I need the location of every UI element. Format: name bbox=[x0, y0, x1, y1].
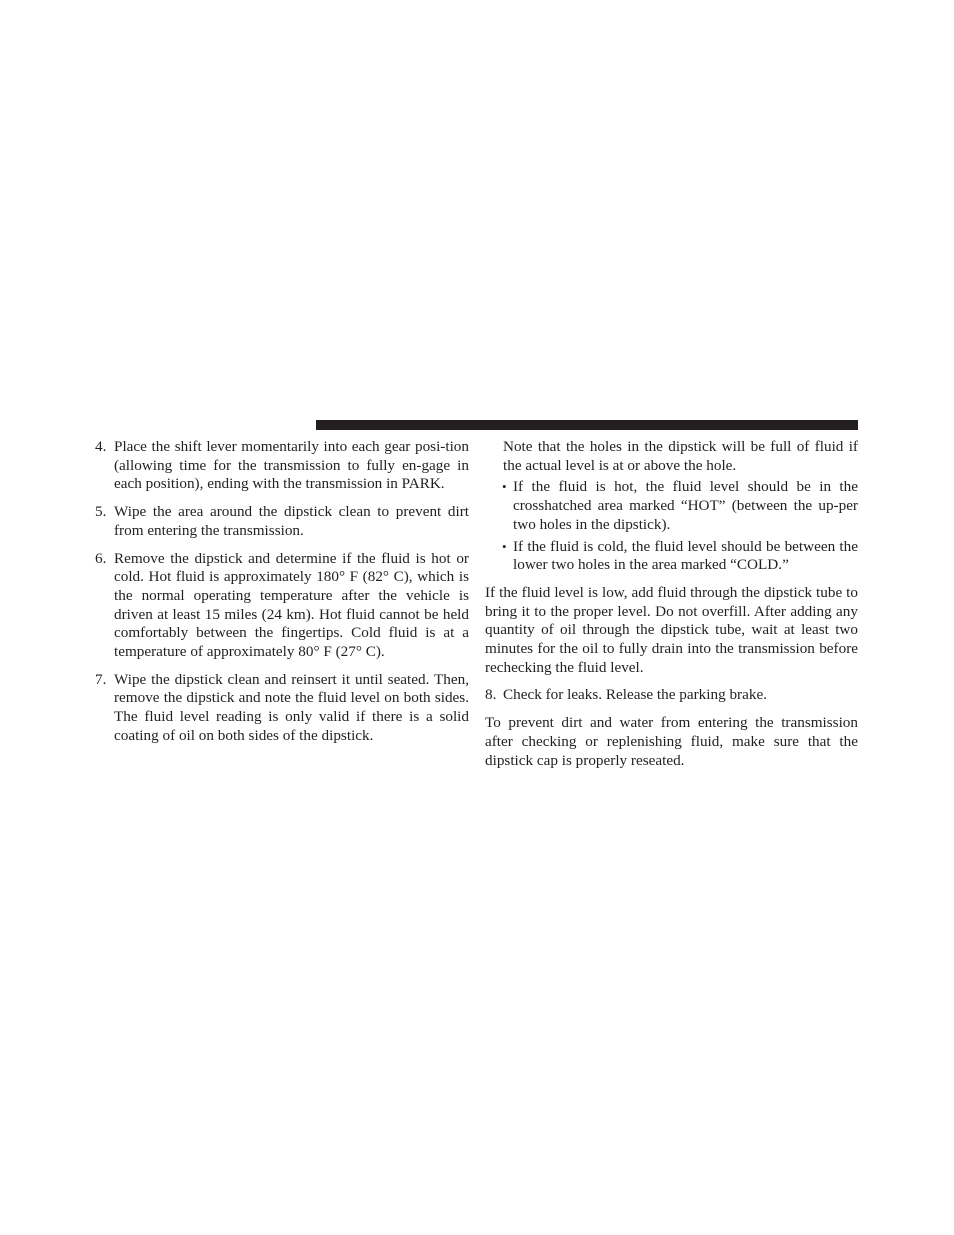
step-item bbox=[485, 686, 858, 705]
step-item bbox=[95, 503, 469, 540]
dipstick-note: Note that the holes in the dipstick will be full of fluid if the actual level is at or above the hole. bbox=[503, 438, 858, 474]
step-text: Place the shift lever momentarily into each gear posi-tion (allowing time for the transmission to fully en-gage in each position), ending with the transmission in PARK. bbox=[114, 438, 469, 493]
bullet-item bbox=[485, 478, 858, 534]
step-text: Wipe the dipstick clean and reinsert it until seated. Then, remove the dipstick and note the fluid level on both sides. The fluid level reading is only valid if there is a solid coating of oil on both sides of the dipstick. bbox=[114, 670, 469, 744]
section-header-bar bbox=[316, 420, 858, 430]
prevent-dirt-paragraph: To prevent dirt and water from entering the transmission after checking or replenishing fluid, make sure that the dipstick cap is properly reseated. bbox=[485, 714, 858, 769]
low-fluid-paragraph: If the fluid level is low, add fluid through the dipstick tube to bring it to the proper level. Do not overfill. After adding any quantity of oil through the dipstick tube, wait at least two minutes for the oil to fully drain into the transmission before rechecking the fluid level. bbox=[485, 583, 858, 676]
step-text: Remove the dipstick and determine if the fluid is hot or cold. Hot fluid is approximately 180° F (82° C), which is the normal operating temperature after the vehicle is driven at least 15 miles (24 km). Hot fluid cannot be held comfortably between the fingertips. Cold fluid is at a temperature of approximately 80° F (27° C). bbox=[114, 549, 469, 661]
step-text: Wipe the area around the dipstick clean to prevent dirt from entering the transmission. bbox=[114, 503, 469, 539]
step-number: 8. bbox=[485, 686, 497, 704]
bullet-icon: • bbox=[502, 479, 507, 495]
step-text: Check for leaks. Release the parking brake. bbox=[503, 686, 767, 704]
bullet-icon: • bbox=[502, 538, 507, 554]
right-column bbox=[485, 438, 858, 779]
bullet-item bbox=[485, 538, 858, 575]
bullet-text: If the fluid is cold, the fluid level should be between the lower two holes in the area marked “COLD.” bbox=[513, 537, 858, 574]
step-number: 5. bbox=[95, 503, 107, 521]
bullet-text: If the fluid is hot, the fluid level should be in the crosshatched area marked “HOT” (between the up-per two holes in the dipstick). bbox=[513, 478, 858, 533]
step-number: 4. bbox=[95, 438, 107, 455]
step-number: 6. bbox=[95, 549, 107, 567]
step-item bbox=[95, 438, 469, 494]
step-number: 7. bbox=[95, 670, 107, 688]
step-item bbox=[95, 671, 469, 746]
left-column bbox=[95, 438, 469, 755]
step-item bbox=[95, 550, 469, 662]
